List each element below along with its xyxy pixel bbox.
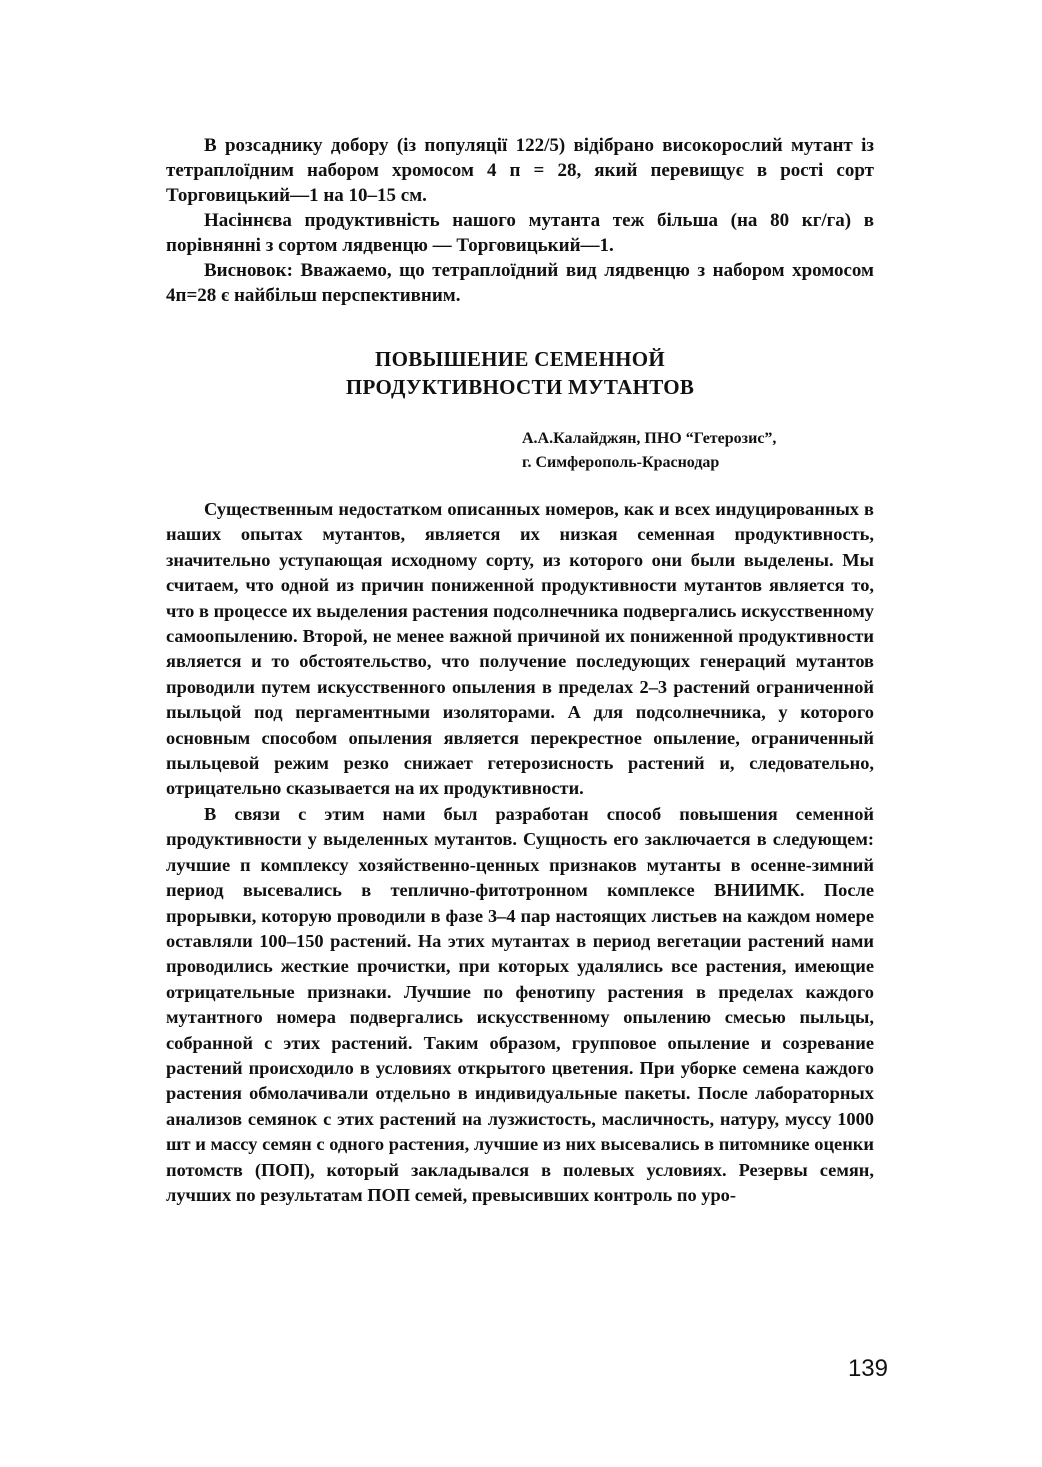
page-number: 139 — [847, 1355, 888, 1382]
article-title-line: ПОВЫШЕНИЕ СЕМЕННОЙ — [374, 347, 666, 371]
intro-paragraph: В розсаднику добору (із популяції 122/5) відібрано високорослий мутант із тетраплоїдним набором хромосом 4 п = 28, який перевищує в рості сорт Торговицький—1 на 10–15 см. — [166, 135, 874, 206]
article-authors — [522, 427, 874, 475]
body-paragraph: В связи с этим нами был разработан способ повышения семенной продуктивности у выделенных мутантов. Сущность его заключается в следующем: лучшие п комплексу хозяйственно-ценных признаков мутанты в осенне-зимний период высевались в теплично-фитотронном комплексе ВНИИМК. После прорывки, которую проводили в фазе 3–4 пар настоящих листьев на каждом номере оставляли 100–150 растений. На этих мутантах в период вегетации растений нами проводились жесткие прочистки, при которых удалялись все растения, имеющие отрицательные признаки. Лучшие по фенотипу растения в пределах каждого мутантного номера подвергались искусственному опылению смесью пыльцы, собранной с этих растений. Таким образом, групповое опыление и созревание растений происходило в условиях открытого цветения. При уборке семена каждого растения обмолачивали отдельно в индивидуальные пакеты. После лабораторных анализов семянок с этих растений на лузжистость, масличность, натуру, муссу 1000 шт и массу семян с одного растения, лучшие из них высевались в питомнике оценки потомств (ПОП), который закладывался в полевых условиях. Резервы семян, лучших по результатам ПОП семей, превысивших контроль по уро- — [166, 803, 874, 1205]
intro-paragraph: Насіннєва продуктивність нашого мутанта теж більша (на 80 кг/га) в порівнянні з сортом лядвенцю — Торговицький—1. — [166, 210, 874, 256]
body-paragraph: Существенным недостатком описанных номеров, как и всех индуцированных в наших опытах мутантов, является их низкая семенная продуктивность, значительно уступающая исходному сорту, из которого они были выделены. Мы считаем, что одной из причин пониженной продуктивности мутантов является то, что в процессе их выделения растения подсолнечника подвергались искусственному самоопылению. Второй, не менее важной причиной их пониженной продуктивности является и то обстоятельство, что получение последующих генераций мутантов проводили путем искусственного опыления в пределах 2–3 растений ограниченной пыльцой под пергаментными изоляторами. А для подсолнечника, у которого основным способом опыления является перекрестное опыление, ограниченный пыльцевой режим резко снижает гетерозисность растений и, следовательно, отрицательно сказывается на их продуктивности. — [166, 499, 874, 799]
article-body — [166, 497, 874, 1208]
author-line: А.А.Калайджян, ПНО “Гетерозис”, — [522, 430, 777, 447]
article-title — [166, 345, 874, 401]
author-location-line: г. Симферополь-Краснодар — [522, 454, 720, 471]
intro-conclusion-paragraph: Висновок: Вважаемо, що тетраплоїдний вид лядвенцю з набором хромосом 4п=28 є найбільш перспективним. — [166, 260, 874, 306]
intro-section — [166, 133, 874, 308]
article-title-line: ПРОДУКТИВНОСТИ МУТАНТОВ — [345, 375, 695, 399]
